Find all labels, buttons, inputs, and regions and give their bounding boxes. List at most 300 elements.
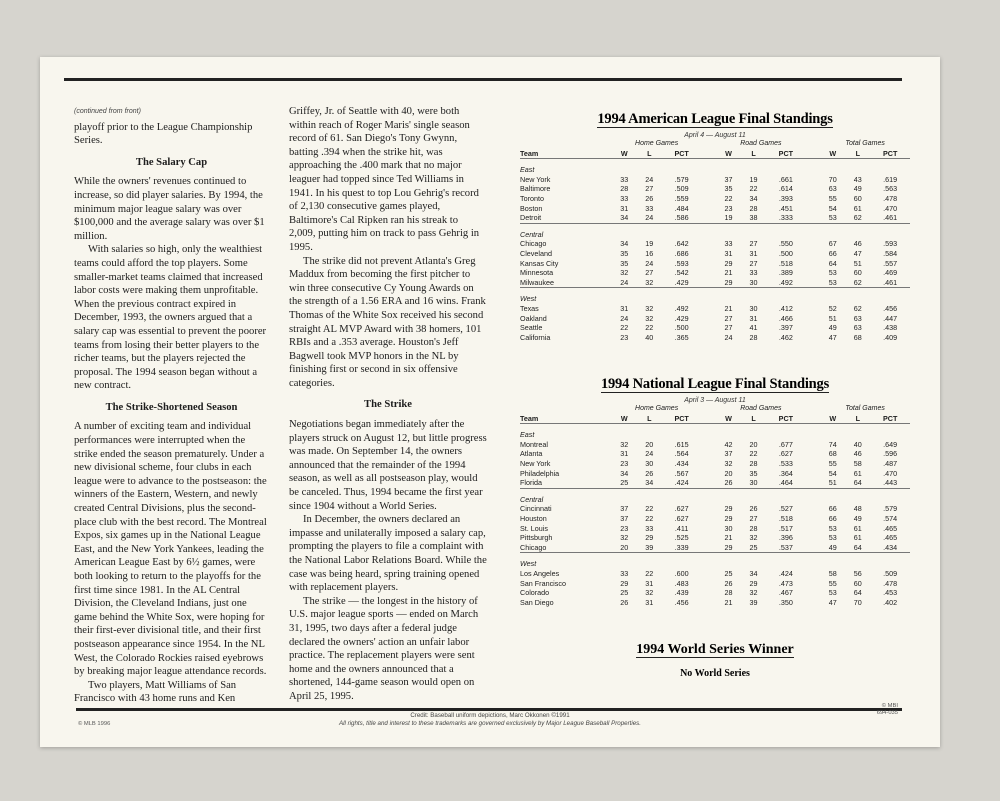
losses-cell: 27	[645, 184, 654, 194]
team-name: New York	[520, 174, 551, 184]
losses-cell: 30	[749, 303, 758, 313]
losses-cell: 32	[749, 588, 758, 598]
nl-standings-table	[520, 404, 910, 607]
losses-cell: 24	[645, 213, 654, 223]
pct-cell: .564	[674, 449, 689, 459]
wins-cell: 37	[724, 174, 733, 184]
pct-cell: .439	[674, 588, 689, 598]
wins-cell: 53	[828, 523, 837, 533]
credit-line	[40, 706, 940, 728]
table-row	[520, 569, 910, 579]
losses-cell: 38	[749, 213, 758, 223]
table-row	[520, 514, 910, 524]
wins-cell: 55	[828, 458, 837, 468]
team-name: Cleveland	[520, 248, 552, 258]
losses-cell: 27	[645, 268, 654, 278]
baseball-card-back	[40, 57, 940, 747]
world-series-title: 1994 World Series Winner	[636, 642, 794, 657]
wins-cell: 54	[828, 468, 837, 478]
wins-cell: 34	[620, 468, 629, 478]
pct-cell: .579	[674, 174, 689, 184]
wins-cell: 55	[828, 193, 837, 203]
table-row	[520, 184, 910, 194]
team-name: Minnesota	[520, 268, 554, 278]
article-column-2	[289, 105, 487, 704]
l-column-header: L	[855, 413, 860, 423]
intro-paragraph: playoff prior to the League Championship Series.	[74, 121, 253, 147]
wins-cell: 23	[620, 523, 629, 533]
losses-cell: 40	[853, 439, 862, 449]
pct-cell: .429	[674, 313, 689, 323]
wins-cell: 37	[620, 513, 629, 523]
pct-cell: .453	[883, 588, 898, 598]
team-name: Texas	[520, 303, 539, 313]
wins-cell: 33	[620, 568, 629, 578]
losses-cell: 47	[853, 248, 862, 258]
table-row	[520, 579, 910, 589]
nl-standings-title: 1994 National League Final Standings	[600, 376, 830, 392]
team-name: Baltimore	[520, 184, 551, 194]
table-row	[520, 598, 910, 608]
pct-column-header: PCT	[778, 413, 794, 423]
wins-cell: 29	[724, 513, 733, 523]
pct-cell: .429	[674, 277, 689, 287]
team-name: Oakland	[520, 313, 547, 323]
losses-cell: 35	[749, 468, 758, 478]
pct-cell: .627	[674, 504, 689, 514]
al-standings-title: 1994 American League Final Standings	[597, 111, 833, 127]
losses-cell: 63	[853, 313, 862, 323]
team-name: Florida	[520, 478, 542, 488]
table-row	[520, 524, 910, 534]
world-series-box	[520, 642, 910, 679]
wins-cell: 67	[828, 239, 837, 249]
losses-cell: 62	[853, 277, 862, 287]
pct-cell: .411	[674, 523, 689, 533]
division-row	[520, 227, 910, 240]
table-row	[520, 440, 910, 450]
pct-cell: .364	[778, 468, 793, 478]
losses-cell: 46	[853, 449, 862, 459]
wins-cell: 64	[828, 258, 837, 268]
l-column-header: L	[751, 148, 756, 158]
pct-cell: .533	[778, 458, 793, 468]
pct-cell: .537	[778, 542, 793, 552]
nl-dates: April 3 — August 11	[684, 397, 746, 404]
wins-cell: 33	[620, 193, 629, 203]
column-header-row	[520, 414, 910, 424]
losses-cell: 64	[853, 588, 862, 598]
pct-cell: .492	[778, 277, 793, 287]
team-column-header: Team	[520, 148, 539, 158]
pct-column-header: PCT	[674, 148, 689, 158]
wins-cell: 24	[620, 277, 629, 287]
losses-cell: 62	[853, 303, 862, 313]
losses-cell: 33	[749, 268, 758, 278]
team-name: Boston	[520, 203, 543, 213]
losses-cell: 63	[853, 323, 862, 333]
pct-column-header: PCT	[778, 148, 794, 158]
wins-cell: 53	[828, 533, 837, 543]
wins-cell: 42	[724, 439, 733, 449]
wins-cell: 29	[620, 578, 629, 588]
wins-cell: 26	[724, 578, 733, 588]
pct-cell: .465	[883, 523, 898, 533]
group-header: Road Games	[740, 405, 782, 412]
team-name: Kansas City	[520, 258, 559, 268]
pct-cell: .484	[674, 203, 689, 213]
pct-cell: .339	[674, 542, 689, 552]
team-name: Chicago	[520, 542, 547, 552]
losses-cell: 31	[749, 248, 758, 258]
losses-cell: 34	[645, 478, 654, 488]
losses-cell: 28	[749, 332, 758, 342]
product-code: 694-035	[876, 710, 898, 716]
wins-cell: 24	[724, 332, 733, 342]
table-row	[520, 543, 910, 553]
losses-cell: 39	[645, 542, 654, 552]
wins-cell: 26	[724, 478, 733, 488]
wins-cell: 21	[724, 533, 733, 543]
pct-cell: .412	[778, 303, 793, 313]
losses-cell: 28	[749, 523, 758, 533]
table-row	[520, 314, 910, 324]
team-name: Montreal	[520, 439, 548, 449]
wins-cell: 24	[620, 313, 629, 323]
pct-cell: .517	[778, 523, 793, 533]
pct-cell: .557	[883, 258, 898, 268]
pct-cell: .500	[778, 248, 793, 258]
table-row	[520, 304, 910, 314]
pct-cell: .593	[883, 239, 898, 249]
l-column-header: L	[751, 413, 756, 423]
losses-cell: 32	[645, 277, 654, 287]
l-column-header: L	[855, 148, 860, 158]
group-header: Road Games	[740, 140, 782, 147]
pct-cell: .424	[674, 478, 689, 488]
wins-cell: 22	[724, 193, 733, 203]
losses-cell: 70	[853, 597, 862, 607]
losses-cell: 22	[749, 184, 758, 194]
wins-cell: 31	[724, 248, 733, 258]
team-name: Milwaukee	[520, 277, 554, 287]
pct-cell: .467	[778, 588, 793, 598]
team-name: San Francisco	[520, 578, 566, 588]
division-name: Central	[520, 229, 544, 239]
losses-cell: 34	[749, 568, 758, 578]
losses-cell: 56	[853, 568, 862, 578]
wins-cell: 51	[828, 313, 837, 323]
pct-column-header: PCT	[882, 148, 898, 158]
pct-cell: .434	[674, 458, 689, 468]
pct-cell: .473	[778, 578, 793, 588]
losses-cell: 29	[645, 533, 654, 543]
wins-cell: 53	[828, 268, 837, 278]
losses-cell: 30	[749, 478, 758, 488]
article-column-1	[74, 105, 269, 706]
wins-cell: 66	[828, 513, 837, 523]
continued-note: (continued from front)	[74, 108, 141, 115]
losses-cell: 26	[645, 193, 654, 203]
losses-cell: 49	[853, 184, 862, 194]
division-row	[520, 427, 910, 440]
wins-cell: 28	[724, 588, 733, 598]
team-name: Philadelphia	[520, 468, 560, 478]
losses-cell: 51	[853, 258, 862, 268]
losses-cell: 22	[645, 323, 654, 333]
pct-cell: .487	[883, 458, 898, 468]
paragraph: While the owners' revenues continued to increase, so did player salaries. By 1994, the minimum major league salary was over $100,000 and the average salary was over $1 million.	[74, 176, 265, 242]
wins-cell: 26	[620, 597, 629, 607]
wins-cell: 31	[620, 203, 629, 213]
team-name: Los Angeles	[520, 568, 560, 578]
losses-cell: 33	[645, 203, 654, 213]
wins-cell: 53	[828, 213, 837, 223]
group-header: Total Games	[845, 405, 885, 412]
paragraph: In December, the owners declared an impasse and unilaterally imposed a salary cap, prompting the players to file a complaint with the National Labor Relations Board. While the case was being heard, spring training opened with replacement players.	[289, 514, 487, 594]
pct-cell: .470	[883, 203, 898, 213]
table-row	[520, 478, 910, 488]
w-column-header: W	[620, 413, 628, 423]
wins-cell: 35	[620, 248, 629, 258]
team-column-header: Team	[520, 413, 539, 423]
pct-cell: .483	[674, 578, 689, 588]
pct-cell: .434	[883, 542, 898, 552]
losses-cell: 40	[645, 332, 654, 342]
table-row	[520, 204, 910, 214]
division-row	[520, 291, 910, 304]
losses-cell: 28	[749, 458, 758, 468]
wins-cell: 29	[724, 504, 733, 514]
wins-cell: 29	[724, 542, 733, 552]
pct-cell: .469	[883, 268, 898, 278]
paragraph-continued: Griffey, Jr. of Seattle with 40, were both within reach of Roger Maris' single season record of 61. San Diego's Tony Gwynn, batting .394 when the strike hit, was approaching the .400 mark that no major leaguer had topped since Ted Williams in 1941. In his quest to top Lou Gehrig's record of 2,130 consecutive games played, Baltimore's Cal Ripken ran his streak to 2,009, putting him on track to pass Gehrig in 1995.	[289, 106, 480, 253]
division-name: East	[520, 165, 535, 175]
losses-cell: 22	[645, 504, 654, 514]
pct-cell: .579	[883, 504, 898, 514]
paragraph: Negotiations began immediately after the players struck on August 12, but little progress was made. On September 14, the owners announced that the remainder of the 1994 season, as well as all postseason play, would be canceled. Thus, 1994 became the first year since 1904 without a World Series.	[289, 419, 487, 512]
pct-cell: .567	[674, 468, 689, 478]
losses-cell: 39	[749, 597, 758, 607]
losses-cell: 29	[749, 578, 758, 588]
pct-cell: .464	[778, 478, 793, 488]
wins-cell: 23	[620, 332, 629, 342]
team-name: Atlanta	[520, 449, 543, 459]
pct-cell: .397	[778, 323, 793, 333]
pct-cell: .596	[883, 449, 898, 459]
losses-cell: 31	[645, 578, 654, 588]
team-name: Pittsburgh	[520, 533, 553, 543]
wins-cell: 66	[828, 504, 837, 514]
pct-cell: .677	[778, 439, 793, 449]
pct-cell: .574	[883, 513, 898, 523]
pct-cell: .500	[674, 323, 689, 333]
paragraph: The strike — the longest in the history of U.S. major league sports — ended on March 31, 1995, two days after a federal judge declared the owners' action an unfair labor practice. The replacement players were sent home and the owners announced that a shortened, 144-game season would open on April 25, 1995.	[289, 595, 479, 702]
losses-cell: 31	[645, 597, 654, 607]
wins-cell: 25	[620, 478, 629, 488]
wins-cell: 28	[620, 184, 629, 194]
table-row	[520, 249, 910, 259]
wins-cell: 35	[724, 184, 733, 194]
losses-cell: 60	[853, 578, 862, 588]
l-column-header: L	[647, 413, 652, 423]
pct-cell: .627	[674, 513, 689, 523]
pct-cell: .661	[778, 174, 793, 184]
losses-cell: 32	[645, 588, 654, 598]
table-row	[520, 449, 910, 459]
wins-cell: 29	[724, 258, 733, 268]
table-row	[520, 333, 910, 343]
losses-cell: 31	[749, 313, 758, 323]
credit-text: Credit: Baseball uniform depictions, Marc Okkonen ©1991	[410, 712, 570, 719]
losses-cell: 27	[749, 258, 758, 268]
wins-cell: 47	[828, 332, 837, 342]
pct-column-header: PCT	[674, 413, 689, 423]
al-standings-table	[520, 139, 910, 342]
wins-cell: 25	[620, 588, 629, 598]
losses-cell: 22	[645, 568, 654, 578]
nl-standings	[520, 376, 910, 607]
losses-cell: 58	[853, 458, 862, 468]
table-row	[520, 469, 910, 479]
group-header-row	[520, 404, 910, 414]
wins-cell: 52	[828, 303, 837, 313]
losses-cell: 20	[749, 439, 758, 449]
w-column-header: W	[725, 148, 732, 158]
wins-cell: 53	[828, 277, 837, 287]
division-row	[520, 556, 910, 569]
losses-cell: 61	[853, 203, 862, 213]
losses-cell: 61	[853, 533, 862, 543]
wins-cell: 21	[724, 268, 733, 278]
rights-text: All rights, title and interest to these trademarks are governed exclusively by Major League Baseball Properties.	[339, 720, 641, 727]
losses-cell: 33	[645, 523, 654, 533]
table-row	[520, 504, 910, 514]
al-dates: April 4 — August 11	[684, 132, 746, 139]
team-name: Seattle	[520, 323, 543, 333]
pct-cell: .389	[778, 268, 793, 278]
pct-cell: .627	[778, 449, 793, 459]
pct-cell: .396	[778, 533, 793, 543]
l-column-header: L	[647, 148, 652, 158]
wins-cell: 33	[724, 239, 733, 249]
team-name: New York	[520, 458, 551, 468]
section-heading-salary-cap: The Salary Cap	[135, 156, 208, 168]
pct-cell: .461	[883, 277, 898, 287]
wins-cell: 54	[828, 203, 837, 213]
losses-cell: 34	[749, 193, 758, 203]
wins-cell: 37	[724, 449, 733, 459]
losses-cell: 64	[853, 542, 862, 552]
table-row	[520, 278, 910, 288]
mbi-copyright	[877, 703, 898, 717]
paragraph: A number of exciting team and individual performances were interrupted when the strike ended the season prematurely. Under a new divisional scheme, four clubs in each league were to advance to the postseason: the winners of the Eastern, Western, and newly created Central Divisions, plus the second-place club with the best record. The Montreal Expos, six games up in the National League East, and the New York Yankees, leading the American League East by 6½ games, were both looking to return to the playoffs for the first time since 1981. In the AL Central Division, the Cleveland Indians, just one game behind the White Sox, were hoping for their first-ever divisional title, and their first postseason appearance since 1954. In the NL West, the Colorado Rockies raised eyebrows by breaking major league attendance records.	[74, 421, 267, 678]
pct-cell: .466	[778, 313, 793, 323]
team-name: San Diego	[520, 597, 554, 607]
losses-cell: 64	[853, 478, 862, 488]
wins-cell: 32	[620, 533, 629, 543]
losses-cell: 48	[853, 504, 862, 514]
paragraph: With salaries so high, only the wealthiest teams could afford the top players. Some smaller-market teams claimed that increased labor costs were making them unprofitable. When the previous contract expired in December, 1993, the owners argued that a salary cap was essential to prevent the poorer teams from losing their better players to the richer teams, but the players rejected the proposal. The 1994 season began without a new contract.	[74, 244, 267, 392]
pct-cell: .686	[674, 248, 689, 258]
pct-cell: .393	[778, 193, 793, 203]
group-header-row	[520, 139, 910, 149]
wins-cell: 32	[620, 268, 629, 278]
pct-cell: .462	[778, 332, 793, 342]
pct-cell: .586	[674, 213, 689, 223]
pct-cell: .518	[778, 258, 793, 268]
group-header: Home Games	[635, 140, 679, 147]
losses-cell: 26	[749, 504, 758, 514]
losses-cell: 27	[749, 239, 758, 249]
wins-cell: 31	[620, 303, 629, 313]
pct-cell: .563	[883, 184, 898, 194]
pct-cell: .456	[674, 597, 689, 607]
losses-cell: 22	[645, 513, 654, 523]
wins-cell: 47	[828, 597, 837, 607]
division-row	[520, 162, 910, 175]
wins-cell: 30	[724, 523, 733, 533]
pct-cell: .509	[883, 568, 898, 578]
pct-cell: .451	[778, 203, 793, 213]
team-name: Detroit	[520, 213, 542, 223]
pct-cell: .642	[674, 239, 689, 249]
w-column-header: W	[725, 413, 732, 423]
wins-cell: 68	[828, 449, 837, 459]
wins-cell: 25	[724, 568, 733, 578]
pct-cell: .333	[778, 213, 793, 223]
losses-cell: 43	[853, 174, 862, 184]
wins-cell: 22	[620, 323, 629, 333]
losses-cell: 28	[749, 203, 758, 213]
losses-cell: 61	[853, 468, 862, 478]
pct-cell: .409	[883, 332, 898, 342]
losses-cell: 32	[749, 533, 758, 543]
pct-cell: .465	[883, 533, 898, 543]
losses-cell: 24	[645, 258, 654, 268]
wins-cell: 32	[620, 439, 629, 449]
losses-cell: 68	[853, 332, 862, 342]
wins-cell: 31	[620, 449, 629, 459]
pct-cell: .438	[883, 323, 898, 333]
table-row	[520, 533, 910, 543]
table-row	[520, 175, 910, 185]
pct-cell: .584	[883, 248, 898, 258]
wins-cell: 74	[828, 439, 837, 449]
table-row	[520, 259, 910, 269]
wins-cell: 66	[828, 248, 837, 258]
al-standings	[520, 111, 910, 342]
table-row	[520, 588, 910, 598]
pct-cell: .527	[778, 504, 793, 514]
wins-cell: 27	[724, 323, 733, 333]
losses-cell: 46	[853, 239, 862, 249]
pct-cell: .542	[674, 268, 689, 278]
section-heading-the-strike: The Strike	[364, 399, 412, 411]
losses-cell: 22	[749, 449, 758, 459]
losses-cell: 32	[645, 303, 654, 313]
pct-cell: .600	[674, 568, 689, 578]
pct-cell: .447	[883, 313, 898, 323]
losses-cell: 30	[645, 458, 654, 468]
wins-cell: 37	[620, 504, 629, 514]
w-column-header: W	[829, 413, 837, 423]
wins-cell: 51	[828, 478, 837, 488]
pct-cell: .615	[674, 439, 689, 449]
w-column-header: W	[620, 148, 628, 158]
group-header: Home Games	[635, 405, 679, 412]
table-row	[520, 323, 910, 333]
